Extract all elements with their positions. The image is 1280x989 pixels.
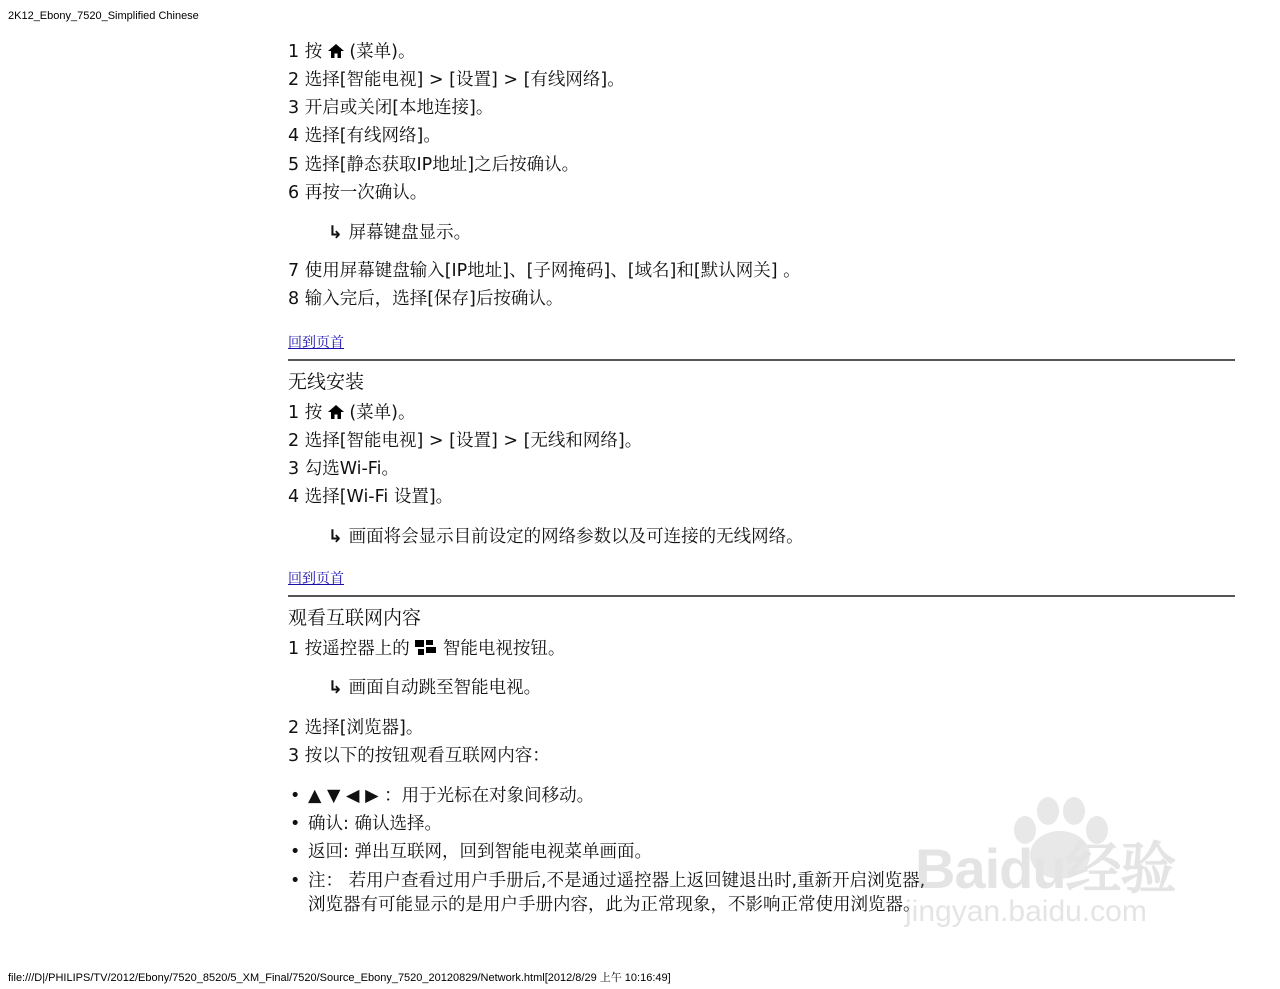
wireless-step-3: 3 勾选Wi-Fi。 — [288, 459, 399, 479]
bullet-note-continued: 浏览器有可能显示的是用户手册内容，此为正常现象，不影响正常使用浏览器。 — [308, 895, 921, 915]
section-divider — [288, 359, 1235, 361]
baidu-watermark — [905, 795, 1205, 940]
internet-step-2: 2 选择[浏览器]。 — [288, 718, 424, 738]
internet-result: ↳ 画面自动跳至智能电视。 — [328, 678, 542, 698]
document-header: 2K12_Ebony_7520_Simplified Chinese — [8, 10, 199, 22]
bullet-ok: • 确认: 确认选择。 — [290, 814, 442, 834]
wired-step-8: 8 输入完后，选择[保存]后按确认。 — [288, 289, 564, 309]
wired-step-2: 2 选择[智能电视] > [设置] > [有线网络]。 — [288, 70, 625, 90]
result-arrow-icon: ↳ — [328, 527, 343, 547]
smart-tv-icon — [415, 639, 437, 663]
wireless-step-2: 2 选择[智能电视] > [设置] > [无线和网络]。 — [288, 431, 643, 451]
wired-step-4: 4 选择[有线网络]。 — [288, 126, 441, 146]
watermark-url: jingyan.baidu.com — [905, 895, 1147, 928]
paw-icon — [1000, 795, 1120, 885]
internet-section-title: 观看互联网内容 — [288, 607, 422, 629]
watermark-brand: Baidu经验 — [915, 837, 1176, 900]
wireless-result: ↳ 画面将会显示目前设定的网络参数以及可连接的无线网络。 — [328, 527, 804, 547]
wired-step-6: 6 再按一次确认。 — [288, 183, 428, 203]
bullet-arrows: • ▲ ▼ ◀ ▶ ：用于光标在对象间移动。 — [290, 786, 595, 806]
wired-step-3: 3 开启或关闭[本地连接]。 — [288, 98, 494, 118]
section-divider — [288, 595, 1235, 597]
home-icon — [328, 403, 344, 427]
result-arrow-icon: ↳ — [328, 678, 343, 698]
wired-step-5: 5 选择[静态获取IP地址]之后按确认。 — [288, 155, 580, 175]
result-arrow-icon: ↳ — [328, 223, 343, 243]
internet-step-3: 3 按以下的按钮观看互联网内容： — [288, 746, 550, 766]
wireless-step-4: 4 选择[Wi-Fi 设置]。 — [288, 487, 454, 507]
back-to-top-link[interactable]: 回到页首 — [288, 571, 344, 587]
wireless-section-title: 无线安装 — [288, 371, 365, 393]
wireless-step-1: 1 按 (菜单)。 — [288, 401, 416, 427]
bullet-back: • 返回: 弹出互联网，回到智能电视菜单画面。 — [290, 842, 652, 862]
wired-step-7: 7 使用屏幕键盘输入[IP地址]、[子网掩码]、[域名]和[默认网关] 。 — [288, 261, 801, 281]
document-footer-path: file:///D|/PHILIPS/TV/2012/Ebony/7520_8520/5_XM_Final/7520/Source_Ebony_7520_20120829/Network.html[2012/8/29 上午 10:16:49] — [8, 972, 671, 984]
wired-result: ↳ 屏幕键盘显示。 — [328, 223, 472, 243]
internet-step-1: 1 按遥控器上的 智能电视按钮。 — [288, 637, 565, 663]
back-to-top-link[interactable]: 回到页首 — [288, 335, 344, 351]
bullet-note: • 注： 若用户查看过用户手册后,不是通过遥控器上返回键退出时,重新开启浏览器, — [290, 871, 926, 891]
home-icon — [328, 42, 344, 66]
navigation-arrows-icon: ▲ ▼ ◀ ▶ — [308, 786, 379, 806]
wired-step-1: 1 按 (菜单)。 — [288, 40, 416, 66]
